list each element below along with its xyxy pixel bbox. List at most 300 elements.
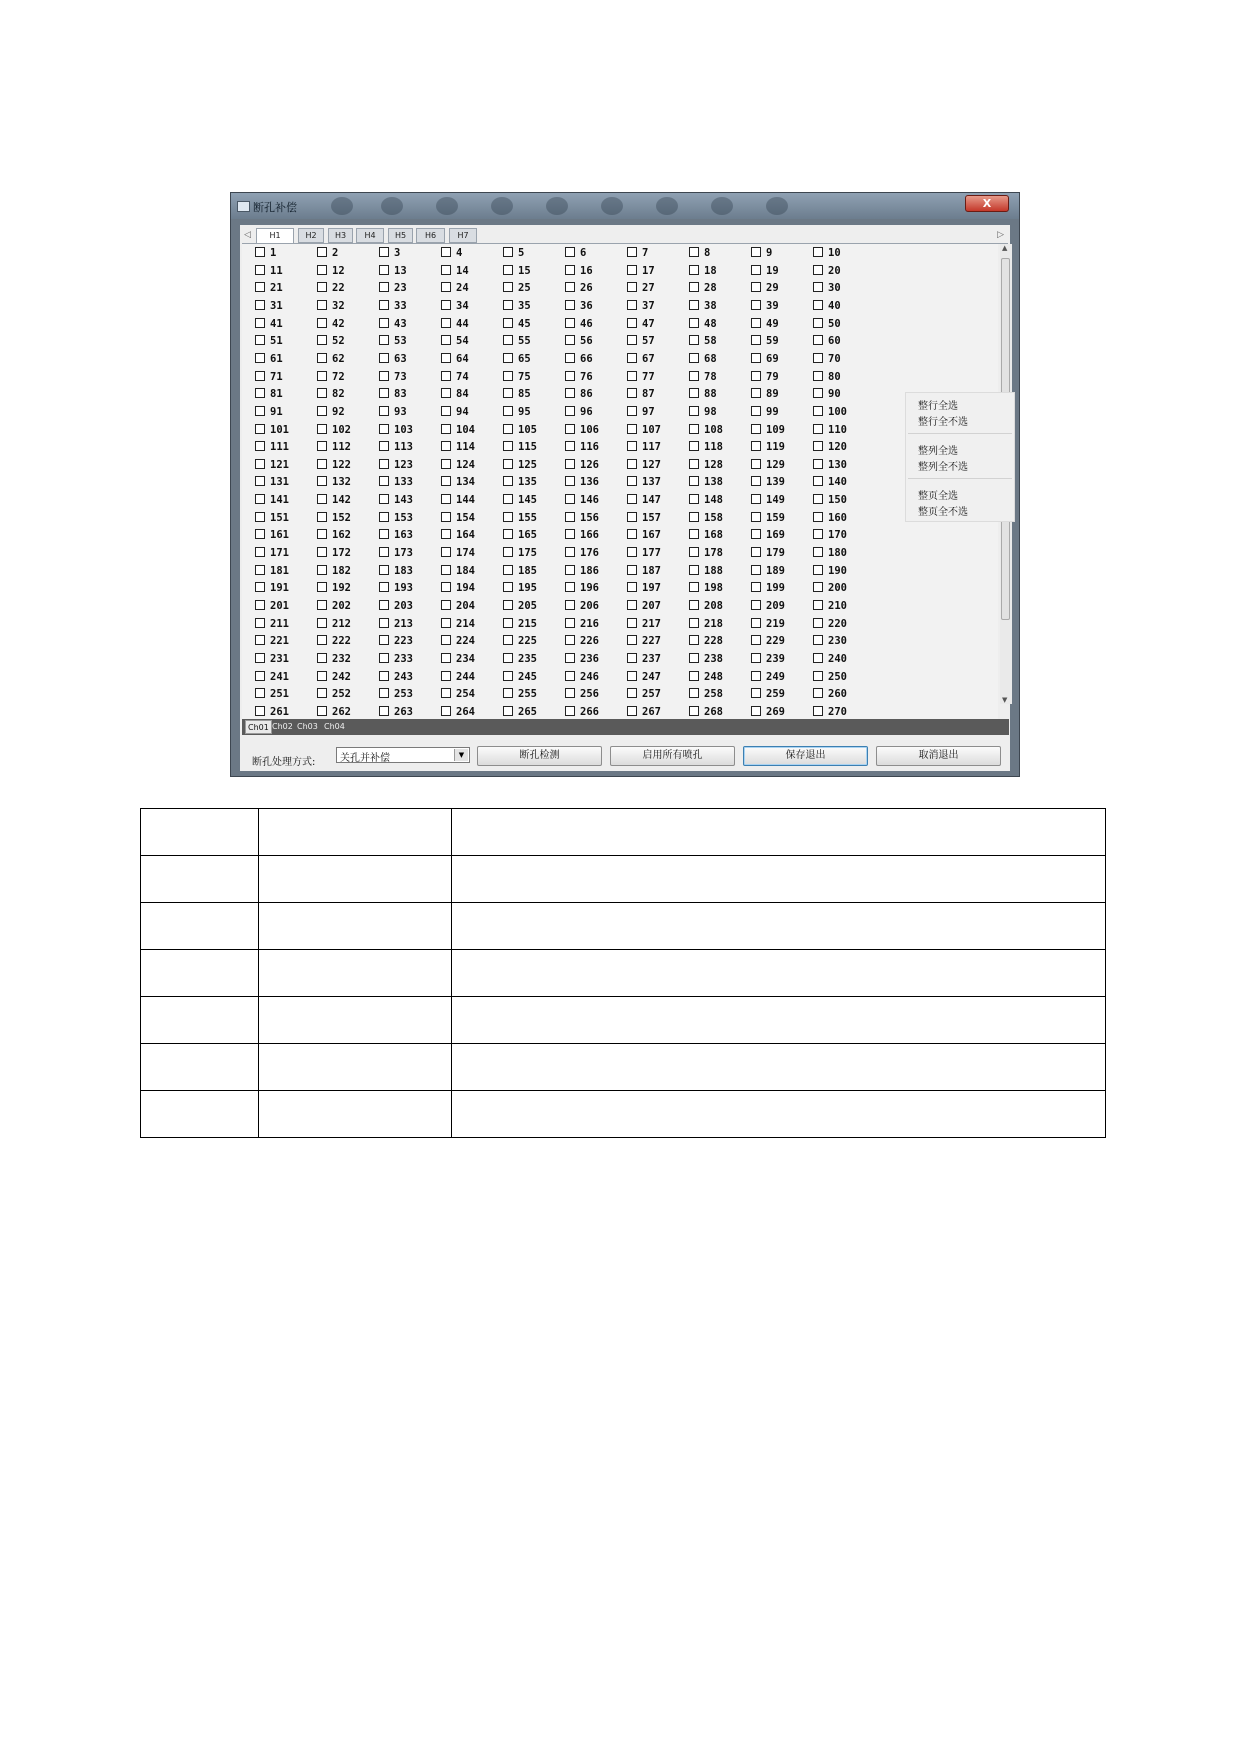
checkbox-square-icon[interactable] <box>689 300 699 310</box>
nozzle-checkbox[interactable]: 255 <box>503 688 559 701</box>
checkbox-square-icon[interactable] <box>813 565 823 575</box>
checkbox-square-icon[interactable] <box>627 494 637 504</box>
nozzle-checkbox[interactable]: 256 <box>565 688 621 701</box>
nozzle-checkbox[interactable]: 155 <box>503 512 559 525</box>
checkbox-square-icon[interactable] <box>441 388 451 398</box>
checkbox-square-icon[interactable] <box>627 335 637 345</box>
nozzle-checkbox[interactable]: 237 <box>627 653 683 666</box>
nozzle-checkbox[interactable]: 197 <box>627 582 683 595</box>
checkbox-square-icon[interactable] <box>689 671 699 681</box>
checkbox-square-icon[interactable] <box>441 653 451 663</box>
nozzle-checkbox[interactable]: 217 <box>627 618 683 631</box>
checkbox-square-icon[interactable] <box>689 424 699 434</box>
checkbox-square-icon[interactable] <box>813 512 823 522</box>
nozzle-checkbox[interactable]: 200 <box>813 582 869 595</box>
checkbox-square-icon[interactable] <box>379 512 389 522</box>
nozzle-checkbox[interactable]: 227 <box>627 635 683 648</box>
nozzle-checkbox[interactable]: 107 <box>627 424 683 437</box>
checkbox-square-icon[interactable] <box>317 441 327 451</box>
checkbox-square-icon[interactable] <box>565 265 575 275</box>
checkbox-square-icon[interactable] <box>751 618 761 628</box>
nozzle-checkbox[interactable]: 76 <box>565 371 621 384</box>
checkbox-square-icon[interactable] <box>751 565 761 575</box>
nozzle-checkbox[interactable]: 71 <box>255 371 311 384</box>
checkbox-square-icon[interactable] <box>813 441 823 451</box>
nozzle-checkbox[interactable]: 177 <box>627 547 683 560</box>
tab-scroll-right-icon[interactable]: ▷ <box>997 230 1004 240</box>
nozzle-checkbox[interactable]: 2 <box>317 247 373 260</box>
nozzle-checkbox[interactable]: 192 <box>317 582 373 595</box>
menu-item-select-row[interactable]: 整行全选 <box>918 401 958 412</box>
checkbox-square-icon[interactable] <box>255 671 265 681</box>
nozzle-checkbox[interactable]: 209 <box>751 600 807 613</box>
nozzle-checkbox[interactable]: 223 <box>379 635 435 648</box>
nozzle-checkbox[interactable]: 10 <box>813 247 869 260</box>
nozzle-checkbox[interactable]: 158 <box>689 512 745 525</box>
checkbox-square-icon[interactable] <box>751 300 761 310</box>
checkbox-square-icon[interactable] <box>255 512 265 522</box>
checkbox-square-icon[interactable] <box>503 618 513 628</box>
nozzle-checkbox[interactable]: 74 <box>441 371 497 384</box>
nozzle-checkbox[interactable]: 72 <box>317 371 373 384</box>
checkbox-square-icon[interactable] <box>255 476 265 486</box>
nozzle-checkbox[interactable]: 104 <box>441 424 497 437</box>
checkbox-square-icon[interactable] <box>751 424 761 434</box>
checkbox-square-icon[interactable] <box>627 600 637 610</box>
checkbox-square-icon[interactable] <box>565 565 575 575</box>
nozzle-checkbox[interactable]: 129 <box>751 459 807 472</box>
checkbox-square-icon[interactable] <box>751 512 761 522</box>
checkbox-square-icon[interactable] <box>441 371 451 381</box>
checkbox-square-icon[interactable] <box>751 653 761 663</box>
cancel-exit-button[interactable]: 取消退出 <box>876 746 1001 766</box>
nozzle-checkbox[interactable]: 86 <box>565 388 621 401</box>
checkbox-square-icon[interactable] <box>813 335 823 345</box>
nozzle-checkbox[interactable]: 244 <box>441 671 497 684</box>
nozzle-checkbox[interactable]: 220 <box>813 618 869 631</box>
checkbox-square-icon[interactable] <box>255 459 265 469</box>
checkbox-square-icon[interactable] <box>255 371 265 381</box>
nozzle-checkbox[interactable]: 142 <box>317 494 373 507</box>
checkbox-square-icon[interactable] <box>255 441 265 451</box>
nozzle-checkbox[interactable]: 172 <box>317 547 373 560</box>
nozzle-checkbox[interactable]: 160 <box>813 512 869 525</box>
checkbox-square-icon[interactable] <box>317 635 327 645</box>
checkbox-square-icon[interactable] <box>689 600 699 610</box>
nozzle-checkbox[interactable]: 19 <box>751 265 807 278</box>
nozzle-checkbox[interactable]: 154 <box>441 512 497 525</box>
nozzle-checkbox[interactable]: 180 <box>813 547 869 560</box>
nozzle-checkbox[interactable]: 106 <box>565 424 621 437</box>
checkbox-square-icon[interactable] <box>379 671 389 681</box>
menu-item-deselect-row[interactable]: 整行全不选 <box>918 417 968 428</box>
tab-h7[interactable]: H7 <box>449 228 477 243</box>
checkbox-square-icon[interactable] <box>255 529 265 539</box>
checkbox-square-icon[interactable] <box>813 459 823 469</box>
checkbox-square-icon[interactable] <box>317 600 327 610</box>
checkbox-square-icon[interactable] <box>813 265 823 275</box>
nozzle-checkbox[interactable]: 182 <box>317 565 373 578</box>
nozzle-checkbox[interactable]: 5 <box>503 247 559 260</box>
checkbox-square-icon[interactable] <box>813 424 823 434</box>
nozzle-checkbox[interactable]: 103 <box>379 424 435 437</box>
checkbox-square-icon[interactable] <box>441 494 451 504</box>
nozzle-checkbox[interactable]: 31 <box>255 300 311 313</box>
checkbox-square-icon[interactable] <box>255 247 265 257</box>
checkbox-square-icon[interactable] <box>627 388 637 398</box>
nozzle-checkbox[interactable]: 15 <box>503 265 559 278</box>
nozzle-checkbox[interactable]: 178 <box>689 547 745 560</box>
checkbox-square-icon[interactable] <box>317 565 327 575</box>
checkbox-square-icon[interactable] <box>317 494 327 504</box>
nozzle-checkbox[interactable]: 176 <box>565 547 621 560</box>
checkbox-square-icon[interactable] <box>441 335 451 345</box>
nozzle-checkbox[interactable]: 4 <box>441 247 497 260</box>
checkbox-square-icon[interactable] <box>813 300 823 310</box>
checkbox-square-icon[interactable] <box>441 618 451 628</box>
checkbox-square-icon[interactable] <box>565 653 575 663</box>
tab-h4[interactable]: H4 <box>356 228 384 243</box>
nozzle-checkbox[interactable]: 243 <box>379 671 435 684</box>
nozzle-checkbox[interactable]: 238 <box>689 653 745 666</box>
nozzle-checkbox[interactable]: 73 <box>379 371 435 384</box>
checkbox-square-icon[interactable] <box>379 459 389 469</box>
nozzle-checkbox[interactable]: 35 <box>503 300 559 313</box>
tab-scroll-left-icon[interactable]: ◁ <box>244 230 251 240</box>
nozzle-checkbox[interactable]: 7 <box>627 247 683 260</box>
nozzle-checkbox[interactable]: 147 <box>627 494 683 507</box>
checkbox-square-icon[interactable] <box>255 300 265 310</box>
checkbox-square-icon[interactable] <box>317 371 327 381</box>
nozzle-checkbox[interactable]: 52 <box>317 335 373 348</box>
checkbox-square-icon[interactable] <box>627 688 637 698</box>
checkbox-square-icon[interactable] <box>441 406 451 416</box>
checkbox-square-icon[interactable] <box>565 671 575 681</box>
nozzle-checkbox[interactable]: 121 <box>255 459 311 472</box>
nozzle-checkbox[interactable]: 181 <box>255 565 311 578</box>
checkbox-square-icon[interactable] <box>627 459 637 469</box>
checkbox-square-icon[interactable] <box>751 688 761 698</box>
checkbox-square-icon[interactable] <box>565 335 575 345</box>
nozzle-checkbox[interactable]: 215 <box>503 618 559 631</box>
checkbox-square-icon[interactable] <box>503 265 513 275</box>
checkbox-square-icon[interactable] <box>627 318 637 328</box>
checkbox-square-icon[interactable] <box>379 318 389 328</box>
checkbox-square-icon[interactable] <box>689 688 699 698</box>
scroll-up-icon[interactable]: ▲ <box>1002 244 1008 252</box>
nozzle-checkbox[interactable]: 118 <box>689 441 745 454</box>
checkbox-square-icon[interactable] <box>813 706 823 716</box>
nozzle-checkbox[interactable]: 43 <box>379 318 435 331</box>
menu-item-select-column[interactable]: 整列全选 <box>918 446 958 457</box>
checkbox-square-icon[interactable] <box>627 353 637 363</box>
nozzle-checkbox[interactable]: 269 <box>751 706 807 719</box>
tab-ch02[interactable]: Ch02 <box>272 722 293 731</box>
nozzle-checkbox[interactable]: 169 <box>751 529 807 542</box>
nozzle-checkbox[interactable]: 258 <box>689 688 745 701</box>
menu-item-deselect-column[interactable]: 整列全不选 <box>918 462 968 473</box>
checkbox-square-icon[interactable] <box>317 618 327 628</box>
nozzle-checkbox[interactable]: 21 <box>255 282 311 295</box>
nozzle-checkbox[interactable]: 89 <box>751 388 807 401</box>
checkbox-square-icon[interactable] <box>255 318 265 328</box>
checkbox-square-icon[interactable] <box>751 353 761 363</box>
nozzle-checkbox[interactable]: 23 <box>379 282 435 295</box>
checkbox-square-icon[interactable] <box>689 618 699 628</box>
nozzle-checkbox[interactable]: 265 <box>503 706 559 719</box>
checkbox-square-icon[interactable] <box>379 300 389 310</box>
nozzle-checkbox[interactable]: 46 <box>565 318 621 331</box>
checkbox-square-icon[interactable] <box>627 512 637 522</box>
nozzle-checkbox[interactable]: 75 <box>503 371 559 384</box>
checkbox-square-icon[interactable] <box>379 706 389 716</box>
nozzle-checkbox[interactable]: 45 <box>503 318 559 331</box>
tab-h2[interactable]: H2 <box>298 228 324 243</box>
checkbox-square-icon[interactable] <box>627 441 637 451</box>
nozzle-checkbox[interactable]: 224 <box>441 635 497 648</box>
nozzle-checkbox[interactable]: 264 <box>441 706 497 719</box>
checkbox-square-icon[interactable] <box>503 406 513 416</box>
nozzle-checkbox[interactable]: 40 <box>813 300 869 313</box>
checkbox-square-icon[interactable] <box>255 688 265 698</box>
nozzle-checkbox[interactable]: 39 <box>751 300 807 313</box>
nozzle-checkbox[interactable]: 143 <box>379 494 435 507</box>
nozzle-checkbox[interactable]: 87 <box>627 388 683 401</box>
checkbox-square-icon[interactable] <box>565 688 575 698</box>
checkbox-square-icon[interactable] <box>565 282 575 292</box>
checkbox-square-icon[interactable] <box>751 476 761 486</box>
checkbox-square-icon[interactable] <box>813 247 823 257</box>
nozzle-checkbox[interactable]: 257 <box>627 688 683 701</box>
checkbox-square-icon[interactable] <box>503 424 513 434</box>
nozzle-checkbox[interactable]: 159 <box>751 512 807 525</box>
checkbox-square-icon[interactable] <box>689 635 699 645</box>
nozzle-checkbox[interactable]: 108 <box>689 424 745 437</box>
checkbox-square-icon[interactable] <box>255 653 265 663</box>
nozzle-checkbox[interactable]: 186 <box>565 565 621 578</box>
checkbox-square-icon[interactable] <box>441 300 451 310</box>
checkbox-square-icon[interactable] <box>751 282 761 292</box>
nozzle-checkbox[interactable]: 225 <box>503 635 559 648</box>
checkbox-square-icon[interactable] <box>503 459 513 469</box>
checkbox-square-icon[interactable] <box>317 282 327 292</box>
checkbox-square-icon[interactable] <box>689 335 699 345</box>
nozzle-checkbox[interactable]: 119 <box>751 441 807 454</box>
nozzle-checkbox[interactable]: 144 <box>441 494 497 507</box>
checkbox-square-icon[interactable] <box>751 388 761 398</box>
checkbox-square-icon[interactable] <box>565 582 575 592</box>
checkbox-square-icon[interactable] <box>565 476 575 486</box>
checkbox-square-icon[interactable] <box>317 300 327 310</box>
nozzle-checkbox[interactable]: 9 <box>751 247 807 260</box>
checkbox-square-icon[interactable] <box>441 459 451 469</box>
checkbox-square-icon[interactable] <box>503 600 513 610</box>
checkbox-square-icon[interactable] <box>627 635 637 645</box>
nozzle-checkbox[interactable]: 134 <box>441 476 497 489</box>
nozzle-checkbox[interactable]: 12 <box>317 265 373 278</box>
checkbox-square-icon[interactable] <box>689 476 699 486</box>
nozzle-checkbox[interactable]: 120 <box>813 441 869 454</box>
nozzle-checkbox[interactable]: 51 <box>255 335 311 348</box>
checkbox-square-icon[interactable] <box>565 529 575 539</box>
checkbox-square-icon[interactable] <box>751 635 761 645</box>
nozzle-checkbox[interactable]: 268 <box>689 706 745 719</box>
nozzle-checkbox[interactable]: 222 <box>317 635 373 648</box>
checkbox-square-icon[interactable] <box>565 300 575 310</box>
checkbox-square-icon[interactable] <box>689 441 699 451</box>
checkbox-square-icon[interactable] <box>751 529 761 539</box>
checkbox-square-icon[interactable] <box>689 406 699 416</box>
nozzle-checkbox[interactable]: 30 <box>813 282 869 295</box>
nozzle-checkbox[interactable]: 245 <box>503 671 559 684</box>
checkbox-square-icon[interactable] <box>565 706 575 716</box>
nozzle-checkbox[interactable]: 266 <box>565 706 621 719</box>
nozzle-checkbox[interactable]: 201 <box>255 600 311 613</box>
checkbox-square-icon[interactable] <box>255 547 265 557</box>
nozzle-checkbox[interactable]: 91 <box>255 406 311 419</box>
nozzle-checkbox[interactable]: 149 <box>751 494 807 507</box>
nozzle-checkbox[interactable]: 235 <box>503 653 559 666</box>
checkbox-square-icon[interactable] <box>689 318 699 328</box>
checkbox-square-icon[interactable] <box>503 300 513 310</box>
checkbox-square-icon[interactable] <box>751 459 761 469</box>
nozzle-checkbox[interactable]: 141 <box>255 494 311 507</box>
nozzle-checkbox[interactable]: 148 <box>689 494 745 507</box>
detect-button[interactable]: 断孔检测 <box>477 746 602 766</box>
checkbox-square-icon[interactable] <box>689 494 699 504</box>
checkbox-square-icon[interactable] <box>317 547 327 557</box>
nozzle-checkbox[interactable]: 32 <box>317 300 373 313</box>
nozzle-checkbox[interactable]: 213 <box>379 618 435 631</box>
checkbox-square-icon[interactable] <box>317 653 327 663</box>
nozzle-checkbox[interactable]: 101 <box>255 424 311 437</box>
tab-h1[interactable]: H1 <box>256 228 294 244</box>
nozzle-checkbox[interactable]: 187 <box>627 565 683 578</box>
checkbox-square-icon[interactable] <box>689 388 699 398</box>
checkbox-square-icon[interactable] <box>565 318 575 328</box>
checkbox-square-icon[interactable] <box>751 335 761 345</box>
nozzle-checkbox[interactable]: 270 <box>813 706 869 719</box>
nozzle-checkbox[interactable]: 135 <box>503 476 559 489</box>
checkbox-square-icon[interactable] <box>565 618 575 628</box>
checkbox-square-icon[interactable] <box>441 582 451 592</box>
checkbox-square-icon[interactable] <box>317 265 327 275</box>
nozzle-checkbox[interactable]: 261 <box>255 706 311 719</box>
checkbox-square-icon[interactable] <box>379 618 389 628</box>
checkbox-square-icon[interactable] <box>627 547 637 557</box>
nozzle-checkbox[interactable]: 146 <box>565 494 621 507</box>
nozzle-checkbox[interactable]: 26 <box>565 282 621 295</box>
nozzle-checkbox[interactable]: 168 <box>689 529 745 542</box>
nozzle-checkbox[interactable]: 47 <box>627 318 683 331</box>
nozzle-checkbox[interactable]: 190 <box>813 565 869 578</box>
checkbox-square-icon[interactable] <box>627 247 637 257</box>
checkbox-square-icon[interactable] <box>751 247 761 257</box>
nozzle-checkbox[interactable]: 127 <box>627 459 683 472</box>
nozzle-checkbox[interactable]: 246 <box>565 671 621 684</box>
nozzle-checkbox[interactable]: 164 <box>441 529 497 542</box>
checkbox-square-icon[interactable] <box>317 424 327 434</box>
tab-h5[interactable]: H5 <box>388 228 413 243</box>
nozzle-checkbox[interactable]: 151 <box>255 512 311 525</box>
close-button[interactable] <box>965 195 1009 212</box>
menu-item-select-page[interactable]: 整页全选 <box>918 491 958 502</box>
tab-ch01[interactable]: Ch01 <box>245 720 272 734</box>
nozzle-checkbox[interactable]: 228 <box>689 635 745 648</box>
nozzle-checkbox[interactable]: 199 <box>751 582 807 595</box>
nozzle-checkbox[interactable]: 174 <box>441 547 497 560</box>
nozzle-checkbox[interactable]: 231 <box>255 653 311 666</box>
checkbox-square-icon[interactable] <box>379 247 389 257</box>
tab-h3[interactable]: H3 <box>328 228 353 243</box>
nozzle-checkbox[interactable]: 196 <box>565 582 621 595</box>
nozzle-checkbox[interactable]: 247 <box>627 671 683 684</box>
checkbox-square-icon[interactable] <box>627 706 637 716</box>
nozzle-checkbox[interactable]: 78 <box>689 371 745 384</box>
checkbox-square-icon[interactable] <box>565 600 575 610</box>
checkbox-square-icon[interactable] <box>441 635 451 645</box>
nozzle-checkbox[interactable]: 67 <box>627 353 683 366</box>
nozzle-checkbox[interactable]: 49 <box>751 318 807 331</box>
checkbox-square-icon[interactable] <box>689 247 699 257</box>
checkbox-square-icon[interactable] <box>317 582 327 592</box>
nozzle-checkbox[interactable]: 249 <box>751 671 807 684</box>
nozzle-checkbox[interactable]: 65 <box>503 353 559 366</box>
checkbox-square-icon[interactable] <box>379 494 389 504</box>
nozzle-checkbox[interactable]: 138 <box>689 476 745 489</box>
nozzle-checkbox[interactable]: 90 <box>813 388 869 401</box>
nozzle-checkbox[interactable]: 68 <box>689 353 745 366</box>
nozzle-checkbox[interactable]: 50 <box>813 318 869 331</box>
nozzle-checkbox[interactable]: 24 <box>441 282 497 295</box>
nozzle-checkbox[interactable]: 131 <box>255 476 311 489</box>
checkbox-square-icon[interactable] <box>689 565 699 575</box>
checkbox-square-icon[interactable] <box>627 424 637 434</box>
checkbox-square-icon[interactable] <box>813 635 823 645</box>
checkbox-square-icon[interactable] <box>441 547 451 557</box>
nozzle-checkbox[interactable]: 193 <box>379 582 435 595</box>
checkbox-square-icon[interactable] <box>441 424 451 434</box>
checkbox-square-icon[interactable] <box>503 671 513 681</box>
nozzle-checkbox[interactable]: 203 <box>379 600 435 613</box>
checkbox-square-icon[interactable] <box>751 582 761 592</box>
nozzle-checkbox[interactable]: 259 <box>751 688 807 701</box>
checkbox-square-icon[interactable] <box>751 318 761 328</box>
nozzle-checkbox[interactable]: 61 <box>255 353 311 366</box>
nozzle-checkbox[interactable]: 163 <box>379 529 435 542</box>
nozzle-checkbox[interactable]: 20 <box>813 265 869 278</box>
checkbox-square-icon[interactable] <box>813 494 823 504</box>
nozzle-checkbox[interactable]: 210 <box>813 600 869 613</box>
nozzle-checkbox[interactable]: 242 <box>317 671 373 684</box>
nozzle-checkbox[interactable]: 110 <box>813 424 869 437</box>
nozzle-checkbox[interactable]: 241 <box>255 671 311 684</box>
nozzle-checkbox[interactable]: 95 <box>503 406 559 419</box>
checkbox-square-icon[interactable] <box>751 547 761 557</box>
checkbox-square-icon[interactable] <box>255 618 265 628</box>
nozzle-checkbox[interactable]: 152 <box>317 512 373 525</box>
nozzle-checkbox[interactable]: 248 <box>689 671 745 684</box>
checkbox-square-icon[interactable] <box>317 406 327 416</box>
checkbox-square-icon[interactable] <box>379 388 389 398</box>
nozzle-checkbox[interactable]: 14 <box>441 265 497 278</box>
nozzle-checkbox[interactable]: 116 <box>565 441 621 454</box>
checkbox-square-icon[interactable] <box>255 494 265 504</box>
checkbox-square-icon[interactable] <box>503 529 513 539</box>
nozzle-checkbox[interactable]: 29 <box>751 282 807 295</box>
mode-select[interactable] <box>336 747 470 763</box>
nozzle-checkbox[interactable]: 84 <box>441 388 497 401</box>
